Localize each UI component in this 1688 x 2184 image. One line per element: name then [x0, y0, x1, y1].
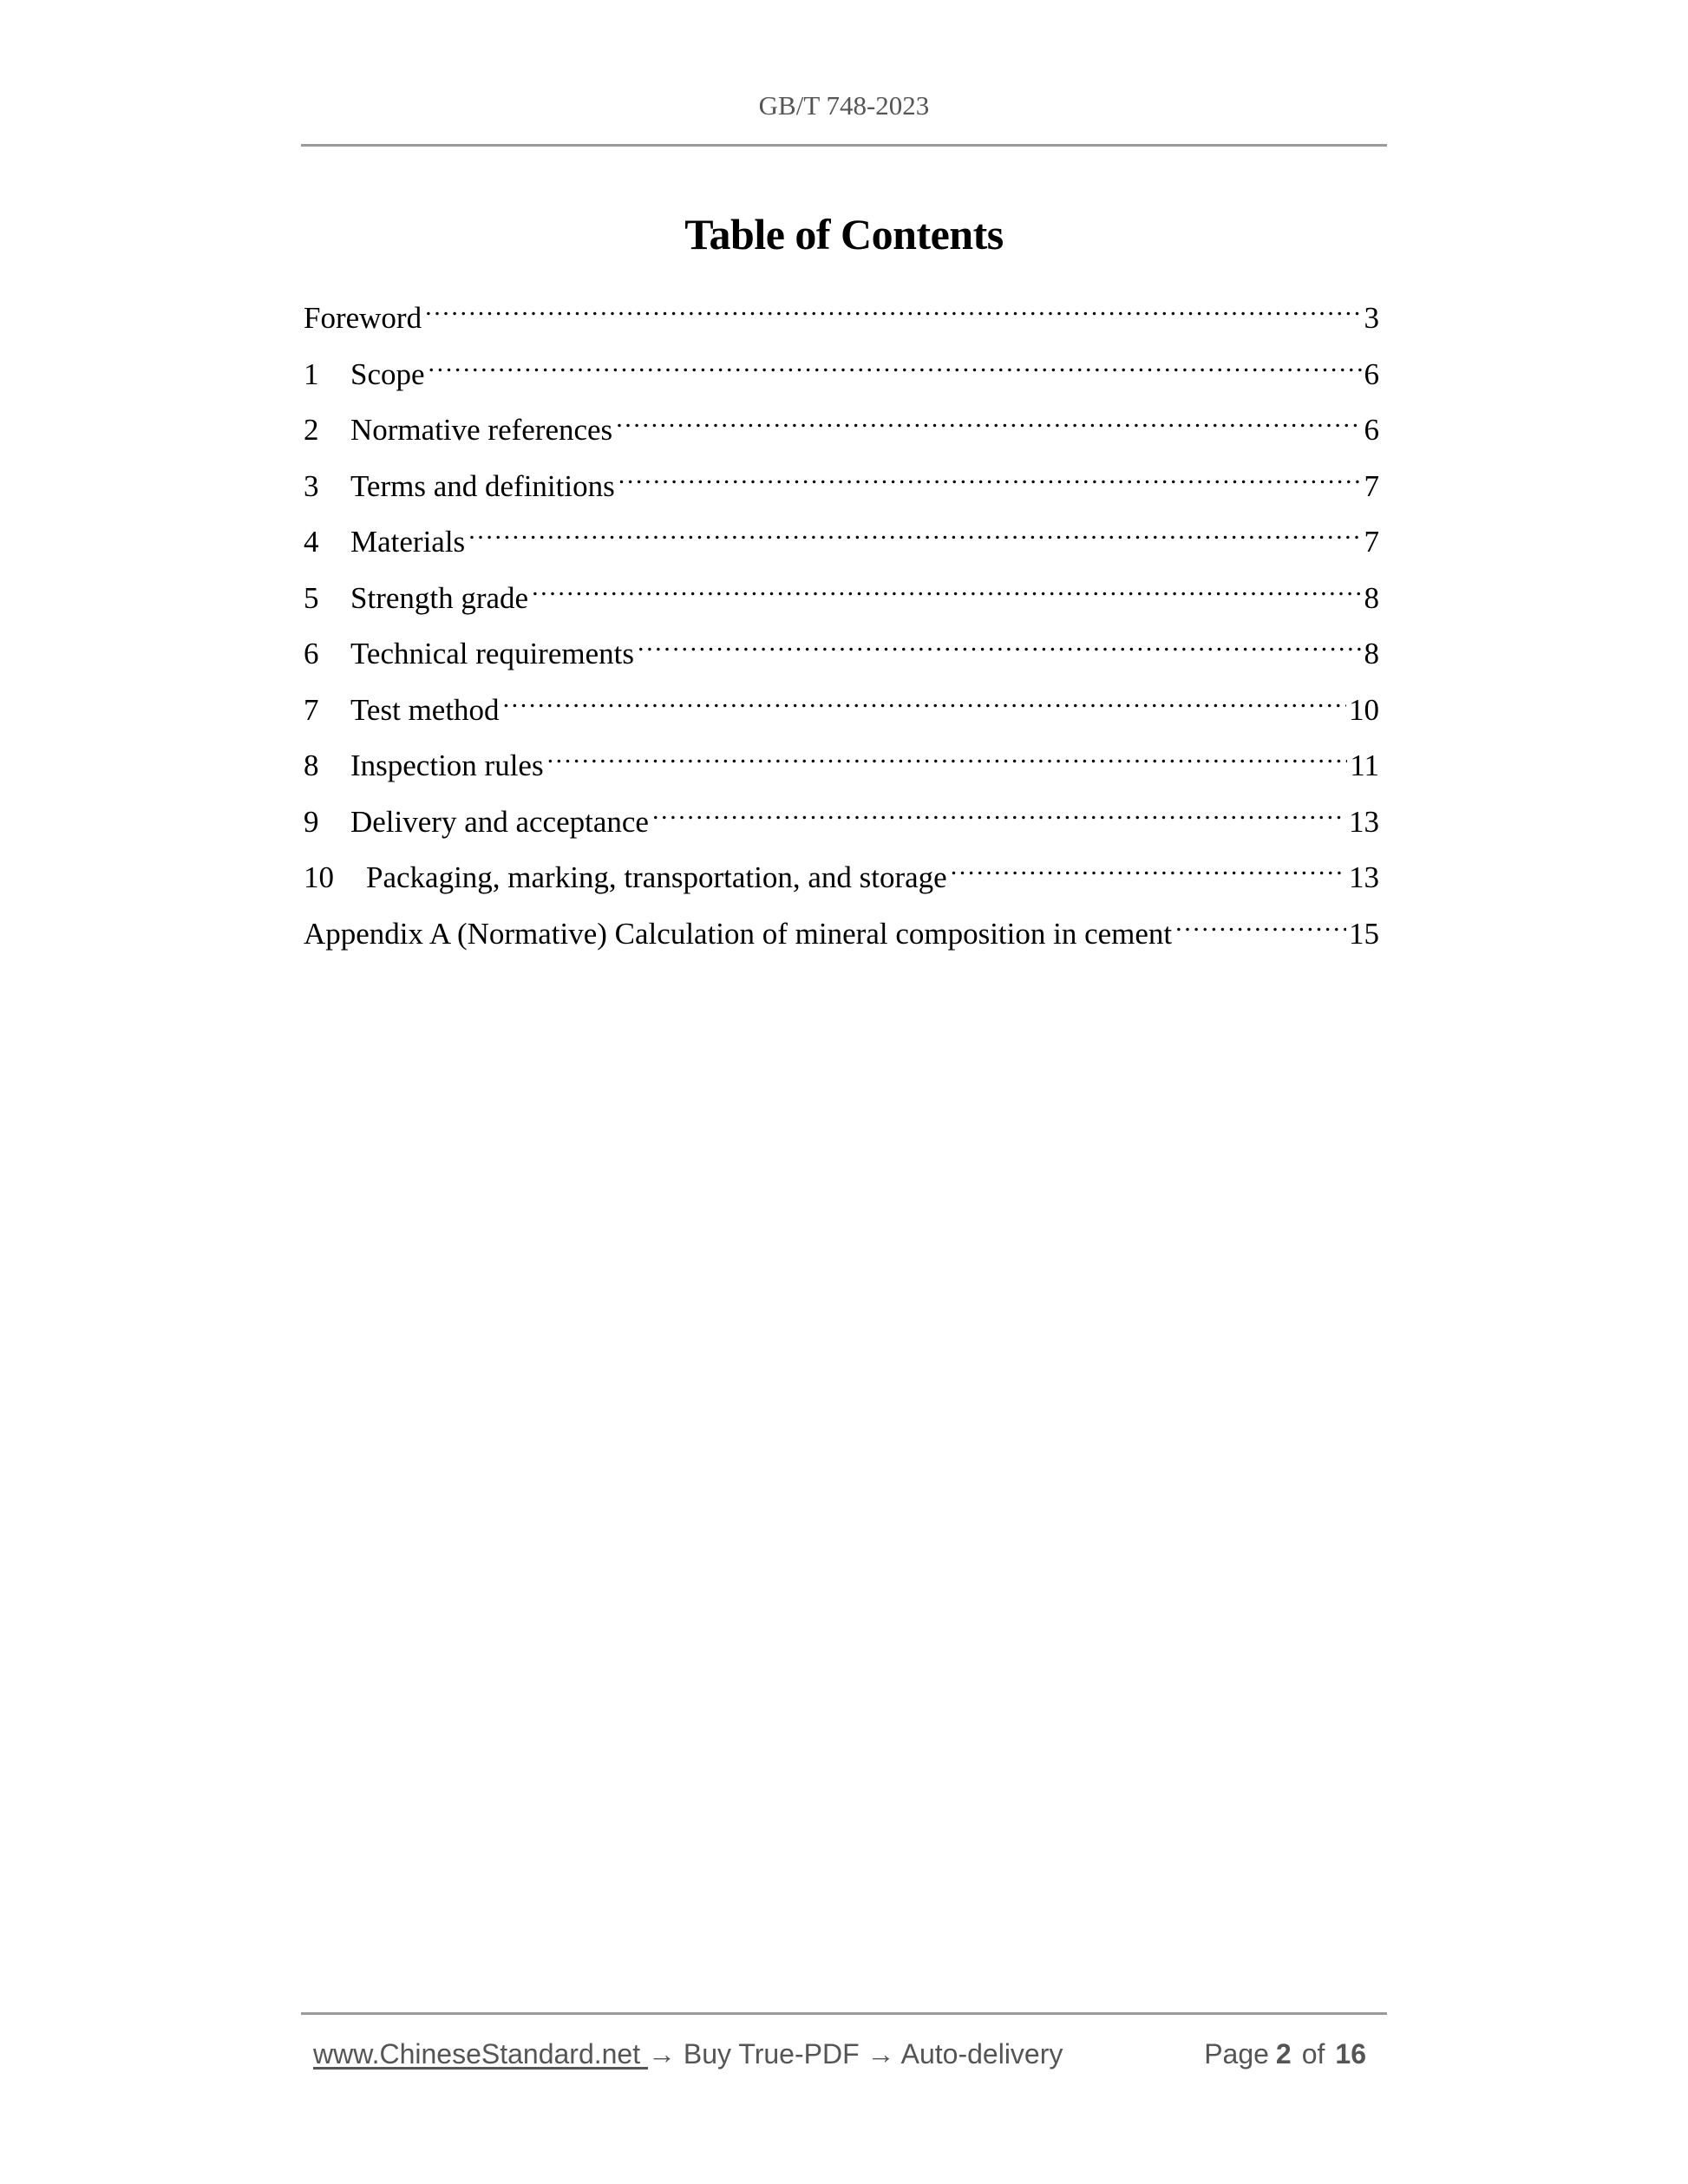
- of-word: of: [1301, 2038, 1325, 2070]
- toc-entry-label: Strength grade: [350, 580, 529, 615]
- dot-leader: [532, 568, 1361, 608]
- toc-entry-page: 8: [1364, 580, 1379, 615]
- dot-leader: [547, 736, 1348, 775]
- dot-leader: [503, 680, 1346, 720]
- current-page-number: 2: [1275, 2038, 1292, 2070]
- dot-leader: [1175, 904, 1346, 944]
- toc-entry-packaging[interactable]: [304, 847, 1379, 904]
- page-header: [301, 0, 1387, 146]
- toc-entry-page: 13: [1349, 804, 1379, 839]
- footer-step-buy: Buy True-PDF: [676, 2038, 867, 2070]
- toc-entry-scope[interactable]: [304, 344, 1379, 401]
- toc-entry-label: Appendix A (Normative) Calculation of mineral composition in cement: [304, 916, 1173, 951]
- header-divider: [301, 144, 1387, 147]
- toc-entry-number: 1: [304, 356, 319, 391]
- toc-entry-number: 8: [304, 749, 319, 782]
- toc-entry-page: 6: [1364, 356, 1379, 391]
- toc-entry-page: 6: [1364, 413, 1379, 447]
- toc-entry-strength-grade[interactable]: [304, 568, 1379, 624]
- toc-entry-page: 7: [1364, 468, 1379, 503]
- toc-entry-number: 3: [304, 468, 319, 503]
- dot-leader: [425, 288, 1361, 328]
- toc-entry-materials[interactable]: [304, 512, 1379, 568]
- dot-leader: [638, 624, 1362, 664]
- arrow-right-icon: →: [648, 2038, 676, 2070]
- table-of-contents: [304, 288, 1379, 959]
- toc-entry-page: 11: [1350, 749, 1379, 782]
- dot-leader: [468, 512, 1361, 552]
- toc-entry-number: 2: [304, 413, 319, 447]
- toc-entry-test-method[interactable]: [304, 680, 1379, 736]
- dot-leader: [616, 400, 1361, 440]
- toc-entry-label: Packaging, marking, transportation, and storage: [366, 860, 947, 894]
- toc-entry-label: Terms and definitions: [350, 468, 615, 503]
- toc-entry-number: 6: [304, 637, 319, 670]
- toc-entry-terms-and-definitions[interactable]: [304, 456, 1379, 513]
- footer-divider: [301, 2012, 1387, 2015]
- toc-entry-inspection-rules[interactable]: [304, 736, 1379, 792]
- page-word: Page: [1204, 2038, 1269, 2070]
- toc-entry-label: Technical requirements: [350, 637, 634, 670]
- toc-entry-appendix-a[interactable]: [304, 904, 1379, 960]
- toc-entry-label: Materials: [350, 525, 466, 559]
- toc-entry-label: Test method: [350, 692, 500, 727]
- footer-step-delivery: Auto-delivery: [894, 2038, 1063, 2070]
- dot-leader: [618, 456, 1362, 496]
- toc-entry-foreword[interactable]: [304, 288, 1379, 344]
- toc-entry-page: 7: [1364, 525, 1379, 559]
- page-indicator: [1204, 2037, 1373, 2071]
- dot-leader: [652, 792, 1346, 832]
- toc-entry-technical-requirements[interactable]: [304, 624, 1379, 680]
- footer-promo: [313, 2037, 1063, 2071]
- page-footer: [301, 2011, 1387, 2097]
- toc-entry-number: 4: [304, 525, 319, 559]
- arrow-right-icon: →: [867, 2038, 895, 2070]
- total-pages-number: 16: [1335, 2038, 1366, 2070]
- toc-entry-page: 8: [1364, 637, 1379, 670]
- dot-leader: [429, 344, 1362, 384]
- toc-entry-label: Inspection rules: [350, 749, 544, 782]
- toc-entry-page: 3: [1364, 301, 1379, 335]
- toc-entry-delivery-and-acceptance[interactable]: [304, 792, 1379, 848]
- toc-entry-page: 15: [1349, 916, 1379, 951]
- toc-entry-number: 5: [304, 580, 319, 615]
- toc-entry-label: Scope: [350, 356, 425, 391]
- toc-entry-label: Normative references: [350, 413, 613, 447]
- toc-entry-page: 13: [1349, 860, 1379, 894]
- toc-entry-number: 10: [304, 860, 334, 894]
- toc-entry-label: Foreword: [304, 301, 422, 335]
- toc-entry-normative-references[interactable]: [304, 400, 1379, 456]
- toc-entry-page: 10: [1349, 692, 1379, 727]
- toc-entry-number: 9: [304, 804, 319, 839]
- dot-leader: [951, 847, 1346, 887]
- website-link[interactable]: www.ChineseStandard.net: [313, 2038, 648, 2070]
- page-title: Table of Contents: [684, 210, 1004, 258]
- document-code: GB/T 748-2023: [758, 90, 930, 121]
- toc-entry-number: 7: [304, 692, 319, 727]
- toc-entry-label: Delivery and acceptance: [350, 804, 649, 839]
